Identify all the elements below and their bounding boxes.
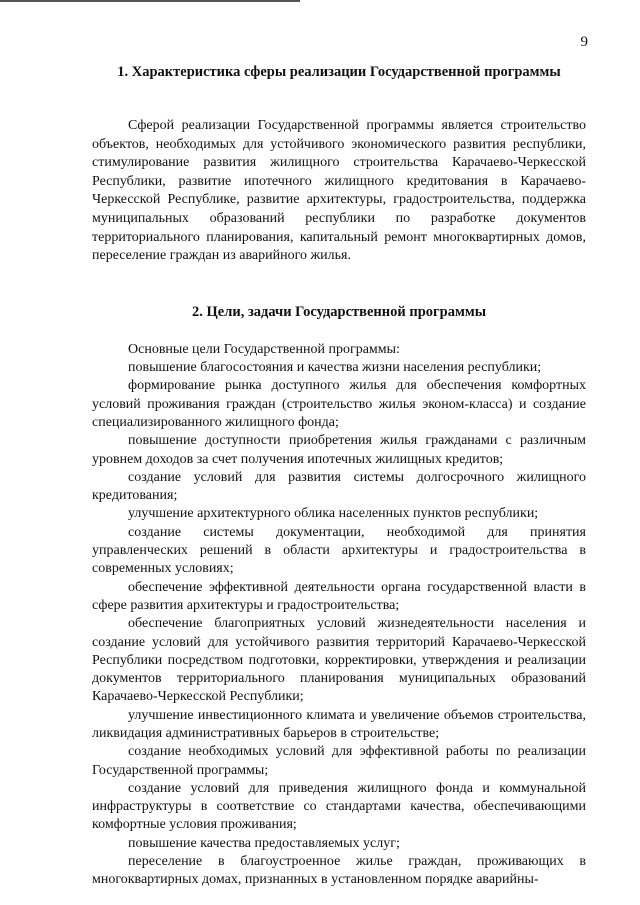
paragraph: повышение доступности приобретения жилья гражданами с различным уровнем доходов за счет получения ипотечных жилищных кредитов; — [92, 433, 586, 467]
section-2-heading: 2. Цели, задачи Государственной программы — [191, 303, 487, 320]
paragraph: повышение благосостояния и качества жизни населения республики; — [128, 360, 542, 376]
section-1-body — [92, 117, 586, 266]
paragraph: Основные цели Государственной программы: — [128, 341, 400, 357]
paragraph: переселение в благоустроенное жилье граждан, проживающих в многоквартирных домах, признанных в установленном порядке аварийны- — [92, 854, 586, 888]
paragraph: Сферой реализации Государственной программы является строительство объектов, необходимых для устойчивого экономического развития республики, стимулирование развития жилищного строительства Карачаево-Черкесской Республики, развитие ипотечного жилищного кредитования в Карачаево-Черкесской Республике, развитие архитектуры, градостроительства, поддержка муниципальных образований республики по разработке документов территориального планирования, капитальный ремонт многоквартирных домов, переселение граждан из аварийного жилья. — [92, 118, 586, 264]
paragraph: улучшение инвестиционного климата и увеличение объемов строительства, ликвидация административных барьеров в строительстве; — [92, 707, 586, 741]
paragraph: обеспечение эффективной деятельности органа государственной власти в сфере развития архитектуры и градостроительства; — [92, 579, 586, 613]
paragraph: обеспечение благоприятных условий жизнедеятельности населения и создание условий для устойчивого развития территорий Карачаево-Черкесской Республики посредством подготовки, корректировки, утверждения и реализации документов территориального планирования муниципальных образований Карачаево-Черкесской Республики; — [92, 616, 586, 705]
paragraph: создание условий для развития системы долгосрочного жилищного кредитования; — [92, 469, 586, 504]
paragraph: повышение качества предоставляемых услуг; — [128, 835, 400, 851]
paragraph: улучшение архитектурного облика населенных пунктов республики; — [128, 506, 539, 522]
page-number: 9 — [580, 34, 588, 50]
section-1-heading: 1. Характеристика сферы реализации Государственной программы — [117, 64, 561, 80]
paragraph: формирование рынка доступного жилья для обеспечения комфортных условий проживания граждан (строительство жилья эконом-класса) и создание специализированного жилищного фонда; — [92, 378, 586, 430]
document-page — [92, 64, 586, 890]
paragraph: создание условий для приведения жилищного фонда и коммунальной инфраструктуры в соответствие со стандартами качества, обеспечивающими комфортные условия проживания; — [92, 780, 586, 833]
paragraph: создание системы документации, необходимой для принятия управленческих решений в области архитектуры и градостроительства в современных условиях; — [92, 524, 586, 577]
paragraph: создание необходимых условий для эффективной работы по реализации Государственной программы; — [92, 744, 586, 778]
section-2-body — [92, 341, 586, 890]
scan-top-edge — [0, 0, 300, 2]
